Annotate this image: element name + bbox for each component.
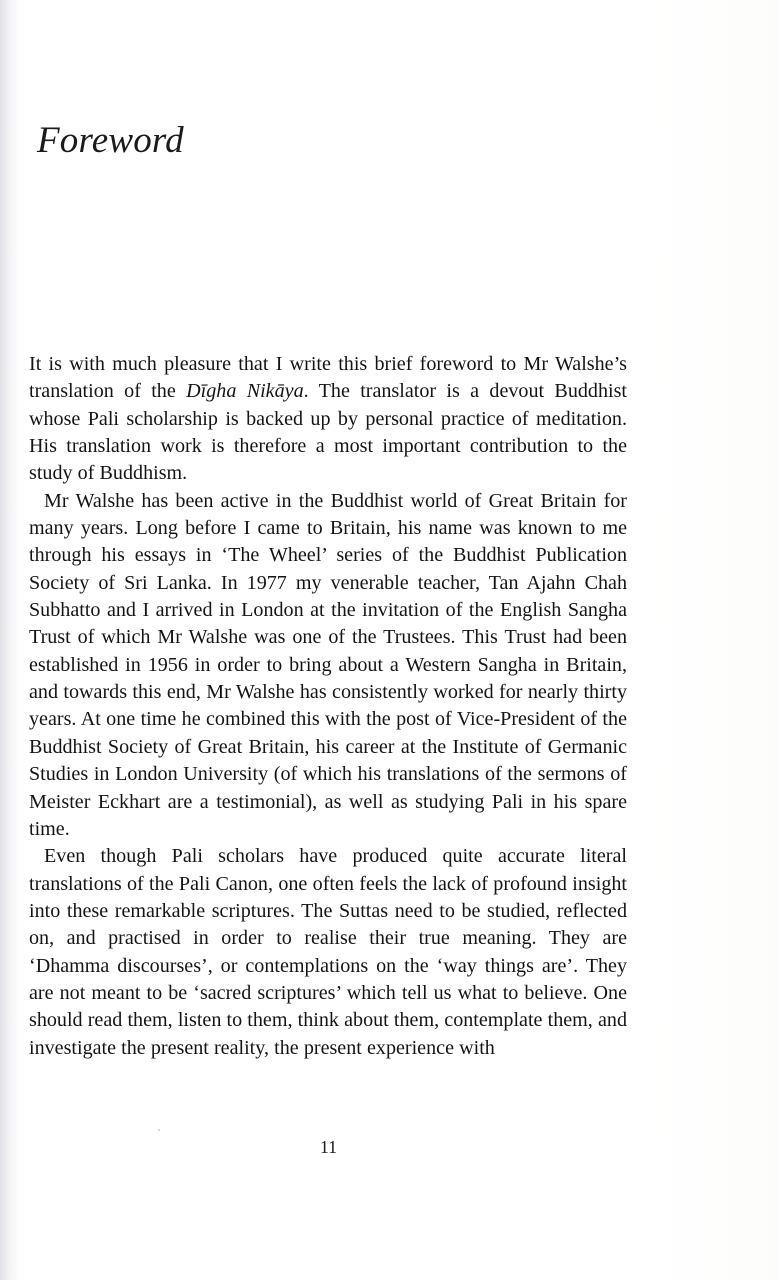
text-run: . The translator is a devout Buddhist whose Pali scholarship is backed up by personal practice of meditation. His translation work is therefore a most important contribution to the study of Buddhism. [29,380,628,485]
body-paragraph [29,843,627,1062]
book-gutter-shadow [0,0,26,1280]
text-run: Even though Pali scholars have produced quite accurate literal translations of the Pali Canon, one often feels the lack of profound insight into these remarkable scriptures. The Suttas need to be studied, reflected on, and practised in order to realise their true meaning. They are ‘Dhamma discourses’, or contemplations on the ‘way things are’. They are not meant to be ‘sacred scriptures’ which tell us what to believe. One should read them, listen to them, think about them, contemplate them, and investigate the present reality, the present experience with [29,845,627,1059]
italic-title-run: Dīgha Nikāya [186,380,304,403]
scan-artifact-speck [158,1129,160,1131]
text-run: Mr Walshe has been active in the Buddhist world of Great Britain for many years. Long before I came to Britain, his name was known to me through his essays in ‘The Wheel’ series of the Buddhist Publication Society of Sri Lanka. In 1977 my venerable teacher, Tan Ajahn Chah Subhatto and I arrived in London at the invitation of the English Sangha Trust of which Mr Walshe was one of the Trustees. This Trust had been established in 1956 in order to bring about a Western Sangha in Britain, and towards this end, Mr Walshe has consistently worked for nearly thirty years. At one time he combined this with the post of Vice-President of the Buddhist Society of Great Britain, his career at the Institute of Germanic Studies in London University (of which his translations of the sermons of Meister Eckhart are a testimonial), as well as studying Pali in his spare time. [29,489,627,840]
text-run: It is with much pleasure that I write this brief foreword to Mr Walshe’s translation of the [29,353,627,403]
body-text-block [29,351,627,1062]
body-paragraph [29,351,627,488]
page-edge-tint [649,0,779,1280]
body-paragraph [29,488,627,843]
page-title: Foreword [37,119,184,161]
page-number: 11 [319,1137,338,1157]
